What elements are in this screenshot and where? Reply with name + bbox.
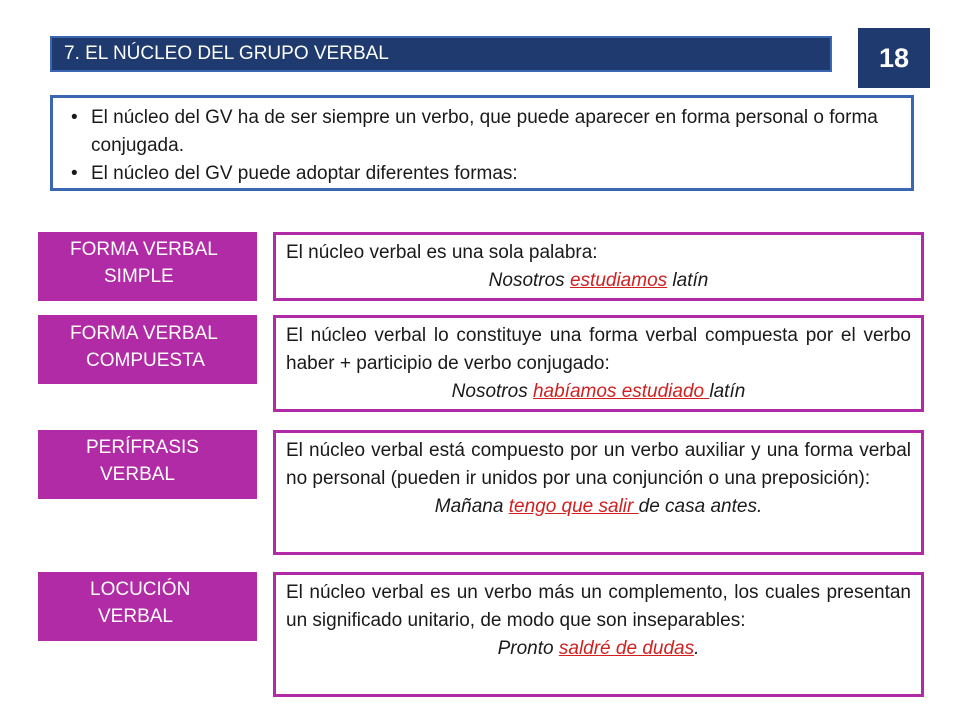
label-locucion-verbal xyxy=(38,572,257,641)
desc-forma-compuesta xyxy=(273,315,924,412)
intro-bullet-text-1: El núcleo del GV ha de ser siempre un verbo, que puede aparecer en forma personal o forma conjugada. xyxy=(91,107,878,156)
label-forma-simple xyxy=(38,232,257,301)
intro-bullet-2 xyxy=(65,160,899,188)
example-highlight: tengo que salir xyxy=(508,496,639,517)
example-pre: Pronto xyxy=(497,638,559,659)
label-line: COMPUESTA xyxy=(86,350,205,371)
example-post: latín xyxy=(667,270,709,291)
label-line: PERÍFRASIS xyxy=(86,437,199,458)
label-line: VERBAL xyxy=(100,464,175,485)
example-highlight: habíamos estudiado xyxy=(532,381,710,402)
example-pre: Nosotros xyxy=(451,381,533,402)
example-post: latín xyxy=(709,381,746,402)
example-sentence xyxy=(286,635,911,663)
example-highlight: saldré de dudas xyxy=(558,638,695,659)
label-line: LOCUCIÓN xyxy=(90,579,191,600)
desc-text: El núcleo verbal está compuesto por un verbo auxiliar y una forma verbal no personal (pueden ir unidos por una conjunción o una preposición): xyxy=(286,440,911,489)
desc-forma-simple xyxy=(273,232,924,301)
section-title: 7. EL NÚCLEO DEL GRUPO VERBAL xyxy=(64,43,389,64)
page-number: 18 xyxy=(878,42,910,73)
page-number-badge xyxy=(858,28,930,88)
label-line: VERBAL xyxy=(98,606,173,627)
desc-perifrasis-verbal xyxy=(273,430,924,555)
section-title-bar xyxy=(50,36,832,72)
intro-box xyxy=(50,95,914,191)
intro-list xyxy=(65,104,899,188)
example-pre: Mañana xyxy=(434,496,509,517)
intro-bullet-text-2: El núcleo del GV puede adoptar diferentes formas: xyxy=(91,163,518,184)
desc-text: El núcleo verbal es un verbo más un complemento, los cuales presentan un significado unitario, de modo que son inseparables: xyxy=(286,582,911,631)
example-sentence xyxy=(286,267,911,295)
example-sentence xyxy=(286,378,911,406)
label-forma-compuesta xyxy=(38,315,257,384)
label-line: FORMA VERBAL xyxy=(70,239,218,260)
label-line: FORMA VERBAL xyxy=(70,323,218,344)
desc-text: El núcleo verbal es una sola palabra: xyxy=(286,242,598,263)
intro-bullet-1 xyxy=(65,104,899,160)
label-perifrasis-verbal xyxy=(38,430,257,499)
desc-text: El núcleo verbal lo constituye una forma verbal compuesta por el verbo haber + participio de verbo conjugado: xyxy=(286,325,911,374)
bullet-icon: • xyxy=(71,163,78,184)
example-pre: Nosotros xyxy=(488,270,570,291)
desc-locucion-verbal xyxy=(273,572,924,697)
bullet-icon: • xyxy=(71,107,78,128)
label-line: SIMPLE xyxy=(104,266,174,287)
example-post: . xyxy=(694,638,700,659)
example-sentence xyxy=(286,493,911,521)
example-highlight: estudiamos xyxy=(569,270,668,291)
example-post: de casa antes. xyxy=(638,496,763,517)
